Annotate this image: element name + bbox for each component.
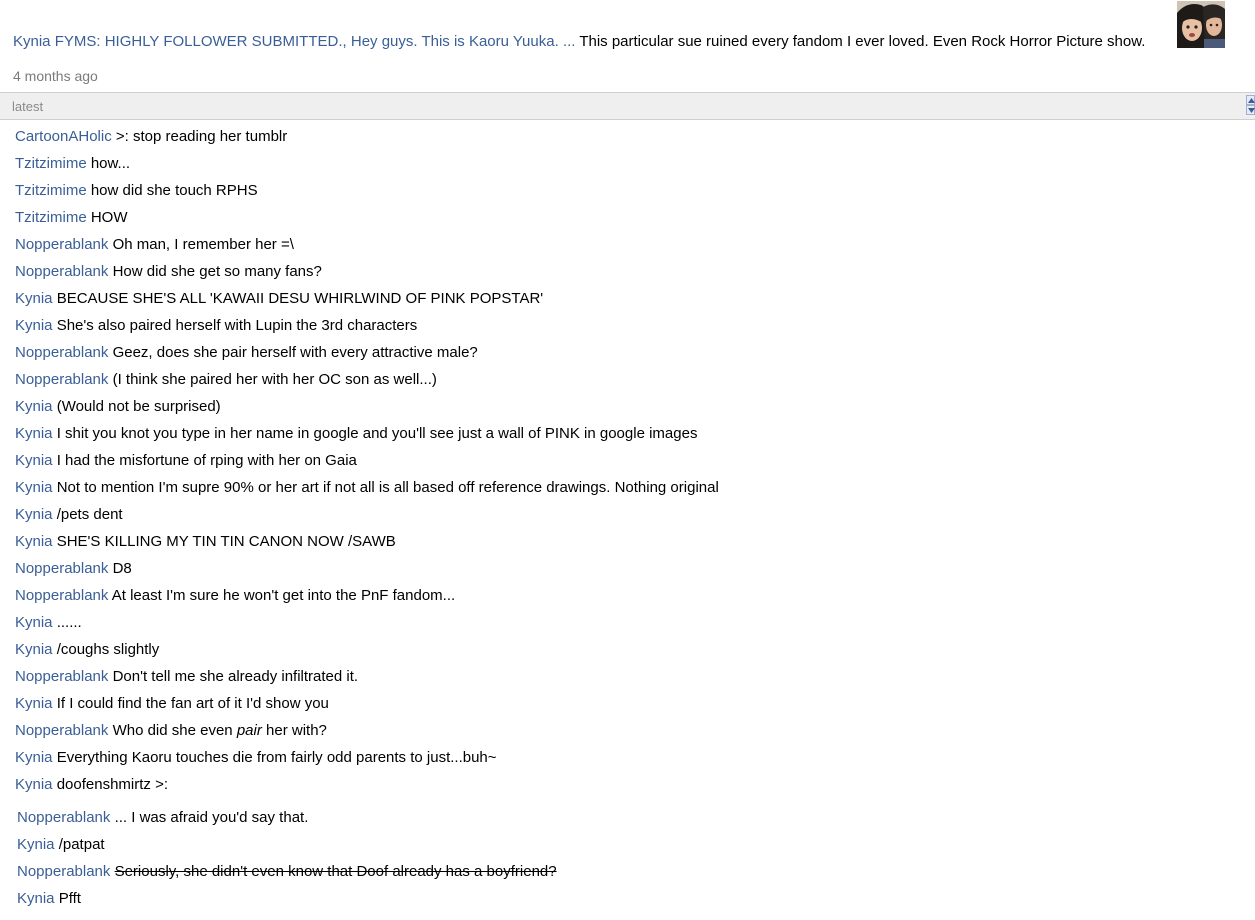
message-row	[15, 585, 719, 612]
message-user-link[interactable]: Nopperablank	[15, 371, 109, 388]
message-row	[15, 558, 719, 585]
message-text: /patpat	[58, 836, 105, 853]
message-text: Oh man, I remember her =\	[112, 236, 294, 253]
message-user-link[interactable]: Nopperablank	[15, 560, 109, 577]
avatar[interactable]	[1177, 1, 1225, 48]
message-user-link[interactable]: Kynia	[15, 614, 53, 631]
message-row	[15, 396, 719, 423]
message-text: How did she get so many fans?	[112, 263, 322, 280]
message-row	[17, 888, 557, 915]
message-row	[15, 612, 719, 639]
message-row	[15, 450, 719, 477]
message-user-link[interactable]: Kynia	[15, 290, 53, 307]
message-row	[15, 639, 719, 666]
message-row	[15, 180, 719, 207]
message-text: If I could find the fan art of it I'd show you	[56, 695, 329, 712]
message-row	[15, 666, 719, 693]
message-user-link[interactable]: Tzitzimime	[15, 209, 87, 226]
message-text: Don't tell me she already infiltrated it.	[112, 668, 359, 685]
message-user-link[interactable]: Nopperablank	[17, 809, 111, 826]
message-user-link[interactable]: Nopperablank	[15, 344, 109, 361]
message-user-link[interactable]: Kynia	[17, 836, 55, 853]
message-text: /coughs slightly	[56, 641, 160, 658]
message-user-link[interactable]: Nopperablank	[15, 263, 109, 280]
message-user-link[interactable]: Kynia	[15, 749, 53, 766]
message-row	[15, 747, 719, 774]
message-user-link[interactable]: Kynia	[15, 398, 53, 415]
message-row	[17, 834, 557, 861]
message-user-link[interactable]: Nopperablank	[15, 587, 109, 604]
post-author-link[interactable]: Kynia	[13, 33, 51, 50]
scroll-down-icon[interactable]	[1246, 105, 1255, 115]
message-user-link[interactable]: CartoonAHolic	[15, 128, 112, 145]
message-row	[17, 807, 557, 834]
message-row	[15, 693, 719, 720]
message-text: doofenshmirtz >:	[56, 776, 169, 793]
message-row	[15, 504, 719, 531]
message-user-link[interactable]: Kynia	[15, 452, 53, 469]
message-text: ......	[56, 614, 82, 631]
message-user-link[interactable]: Nopperablank	[17, 863, 111, 880]
message-row	[15, 153, 719, 180]
message-row	[15, 477, 719, 504]
message-row	[15, 315, 719, 342]
message-user-link[interactable]: Kynia	[15, 506, 53, 523]
message-row	[15, 234, 719, 261]
message-text: how...	[90, 155, 131, 172]
message-text: I had the misfortune of rping with her on Gaia	[56, 452, 357, 469]
message-user-link[interactable]: Nopperablank	[15, 722, 109, 739]
message-user-link[interactable]: Kynia	[17, 890, 55, 907]
scroll-up-icon[interactable]	[1246, 95, 1255, 105]
message-user-link[interactable]: Kynia	[15, 317, 53, 334]
message-text: Not to mention I'm supre 90% or her art if not all is all based off reference drawings. Nothing original	[56, 479, 719, 496]
message-user-link[interactable]: Tzitzimime	[15, 155, 87, 172]
message-list-continued	[17, 807, 557, 915]
message-row	[15, 423, 719, 450]
message-text: Pfft	[58, 890, 81, 907]
message-text-after: her with?	[261, 722, 327, 739]
message-text-strikethrough: Seriously, she didn't even know that Doof already has a boyfriend?	[114, 863, 557, 880]
message-user-link[interactable]: Kynia	[15, 695, 53, 712]
post-text: This particular sue ruined every fandom I ever loved. Even Rock Horror Picture show.	[579, 33, 1146, 50]
message-row	[15, 531, 719, 558]
message-row	[15, 126, 719, 153]
message-text-emphasis: pair	[236, 722, 262, 739]
message-row	[15, 207, 719, 234]
message-text-before: Who did she even	[112, 722, 237, 739]
message-user-link[interactable]: Nopperablank	[15, 236, 109, 253]
message-row	[15, 342, 719, 369]
message-text: Everything Kaoru touches die from fairly odd parents to just...buh~	[56, 749, 497, 766]
message-row	[15, 369, 719, 396]
message-user-link[interactable]: Nopperablank	[15, 668, 109, 685]
message-text: HOW	[90, 209, 128, 226]
message-row	[15, 261, 719, 288]
message-text: >: stop reading her tumblr	[115, 128, 288, 145]
message-text: Geez, does she pair herself with every attractive male?	[112, 344, 478, 361]
message-text: She's also paired herself with Lupin the 3rd characters	[56, 317, 418, 334]
sort-label[interactable]: latest	[12, 99, 44, 114]
post-title-link[interactable]: FYMS: HIGHLY FOLLOWER SUBMITTED.,	[54, 33, 347, 50]
message-user-link[interactable]: Kynia	[15, 425, 53, 442]
avatar-image	[1177, 1, 1225, 48]
message-user-link[interactable]: Kynia	[15, 533, 53, 550]
message-text: I shit you knot you type in her name in google and you'll see just a wall of PINK in google images	[56, 425, 698, 442]
message-row	[17, 861, 557, 888]
message-list	[15, 126, 719, 801]
message-user-link[interactable]: Kynia	[15, 776, 53, 793]
message-text: /pets dent	[56, 506, 123, 523]
message-user-link[interactable]: Tzitzimime	[15, 182, 87, 199]
scroll-control[interactable]	[1246, 95, 1255, 117]
message-row	[15, 720, 719, 747]
message-text: BECAUSE SHE'S ALL 'KAWAII DESU WHIRLWIND OF PINK POPSTAR'	[56, 290, 544, 307]
sort-bar	[0, 92, 1255, 120]
post-preview-link[interactable]: Hey guys. This is Kaoru Yuuka. ...	[350, 33, 576, 50]
message-user-link[interactable]: Kynia	[15, 641, 53, 658]
message-text: SHE'S KILLING MY TIN TIN CANON NOW /SAWB	[56, 533, 396, 550]
message-text: (I think she paired her with her OC son as well...)	[112, 371, 437, 388]
post-timestamp: 4 months ago	[13, 68, 98, 84]
message-text: ... I was afraid you'd say that.	[114, 809, 309, 826]
message-text: D8	[112, 560, 132, 577]
message-row	[15, 288, 719, 315]
message-text: (Would not be surprised)	[56, 398, 221, 415]
message-text: At least I'm sure he won't get into the PnF fandom...	[111, 587, 456, 604]
message-row	[15, 774, 719, 801]
message-text: how did she touch RPHS	[90, 182, 258, 199]
message-user-link[interactable]: Kynia	[15, 479, 53, 496]
post-header	[13, 33, 1145, 50]
